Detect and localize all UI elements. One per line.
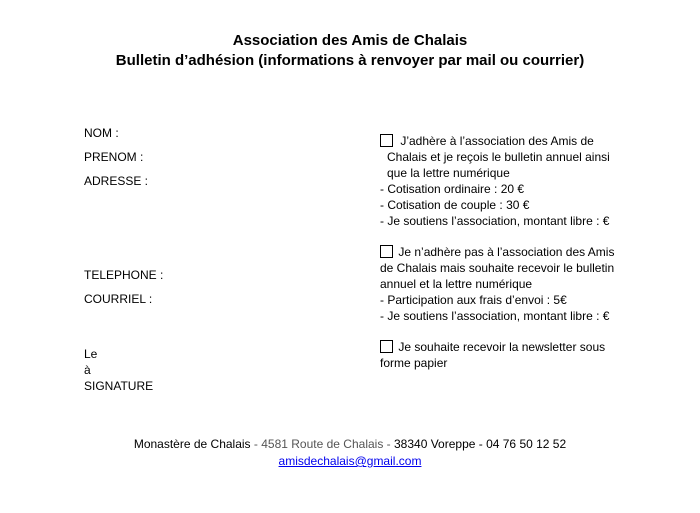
- non-adhere-option: [380, 245, 614, 260]
- footer-address: [0, 437, 700, 452]
- footer-sep1: -: [250, 437, 262, 451]
- non-adhere-line1: Je n’adhère pas à l’association des Amis: [398, 245, 615, 259]
- adhere-option: [380, 134, 594, 149]
- non-adhere-item-libre: - Je soutiens l’association, montant libre : €: [380, 309, 610, 323]
- adhere-line3: que la lettre numérique: [387, 166, 510, 180]
- newsletter-line1: Je souhaite recevoir la newsletter sous: [398, 340, 606, 354]
- page-subtitle: Bulletin d’adhésion (informations à renvoyer par mail ou courrier): [115, 52, 585, 69]
- page-title: Association des Amis de Chalais: [232, 32, 468, 49]
- adresse-label: ADRESSE :: [84, 174, 149, 188]
- footer-email-row: [0, 454, 700, 469]
- non-adhere-line3: annuel et la lettre numérique: [380, 277, 533, 291]
- nom-label: NOM :: [84, 126, 119, 140]
- newsletter-option: [380, 340, 605, 355]
- non-adhere-checkbox[interactable]: [380, 245, 393, 258]
- adhere-item-couple: - Cotisation de couple : 30 €: [380, 198, 530, 212]
- footer-email-link[interactable]: amisdechalais@gmail.com: [278, 454, 422, 468]
- courriel-label: COURRIEL :: [84, 292, 153, 306]
- footer-city-phone: 38340 Voreppe - 04 76 50 12 52: [394, 437, 567, 451]
- adhere-line2: Chalais et je reçois le bulletin annuel ainsi: [387, 150, 610, 164]
- adhere-item-ordinaire: - Cotisation ordinaire : 20 €: [380, 182, 525, 196]
- non-adhere-line2: de Chalais mais souhaite recevoir le bulletin: [380, 261, 615, 275]
- prenom-label: PRENOM :: [84, 150, 144, 164]
- adhere-item-libre: - Je soutiens l’association, montant libre : €: [380, 214, 610, 228]
- newsletter-line2: forme papier: [380, 356, 448, 370]
- signature-label: SIGNATURE: [84, 379, 154, 393]
- footer-street: 4581 Route de Chalais: [261, 437, 384, 451]
- newsletter-checkbox[interactable]: [380, 340, 393, 353]
- adhere-line1: J’adhère à l’association des Amis de: [400, 134, 594, 148]
- place-label: à: [84, 363, 91, 377]
- telephone-label: TELEPHONE :: [84, 268, 164, 282]
- non-adhere-item-frais: - Participation aux frais d’envoi : 5€: [380, 293, 567, 307]
- date-label: Le: [84, 347, 98, 361]
- footer-place: Monastère de Chalais: [133, 437, 251, 451]
- adhere-checkbox[interactable]: [380, 134, 393, 147]
- footer-sep2: -: [383, 437, 394, 451]
